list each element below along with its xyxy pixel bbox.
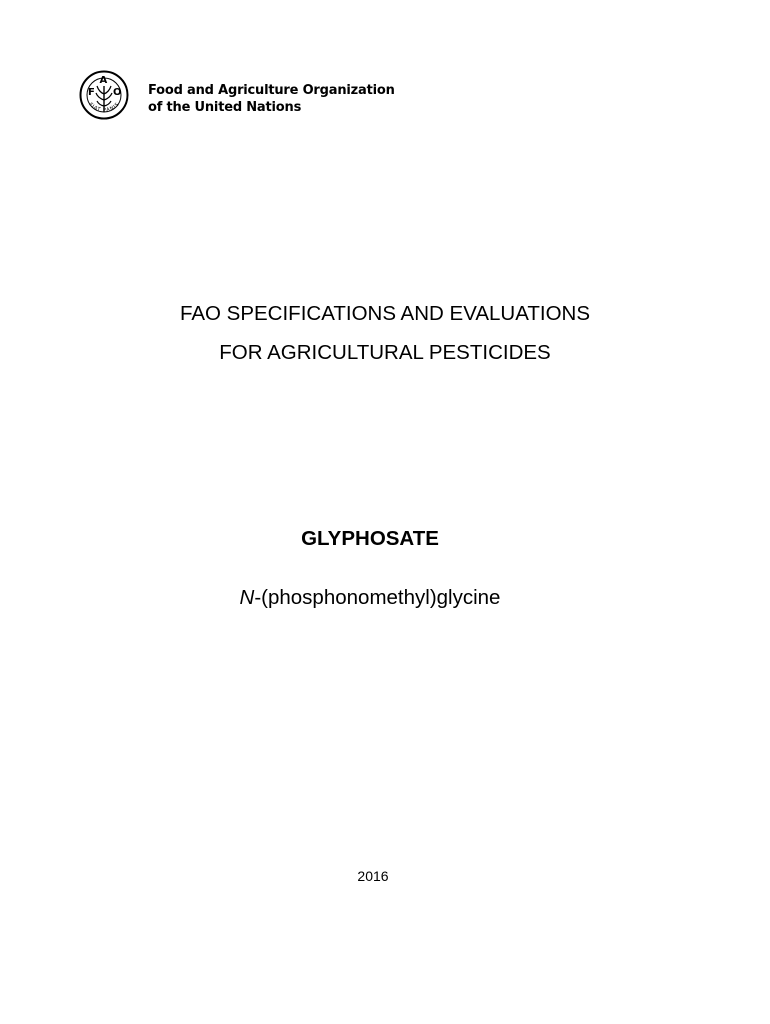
organization-name-line1: Food and Agriculture Organization — [148, 83, 395, 98]
fao-logo — [78, 68, 142, 122]
organization-name — [148, 82, 395, 116]
chemical-name-prefix: N — [239, 586, 255, 609]
logo-letter-a: A — [99, 75, 108, 86]
series-title-line1: FAO SPECIFICATIONS AND EVALUATIONS — [179, 302, 591, 325]
logo-letter-o: O — [113, 87, 122, 98]
series-title-line2: FOR AGRICULTURAL PESTICIDES — [219, 341, 551, 364]
chemical-name — [0, 586, 740, 610]
publication-year: 2016 — [357, 868, 389, 884]
series-title — [0, 299, 770, 368]
logo-motto: FIAT PANIS — [87, 101, 121, 114]
compound-name: GLYPHOSATE — [301, 527, 439, 550]
logo-letter-f: F — [88, 87, 95, 98]
chemical-name-rest: -(phosphonomethyl)glycine — [254, 586, 501, 609]
organization-name-line2: of the United Nations — [148, 100, 302, 115]
